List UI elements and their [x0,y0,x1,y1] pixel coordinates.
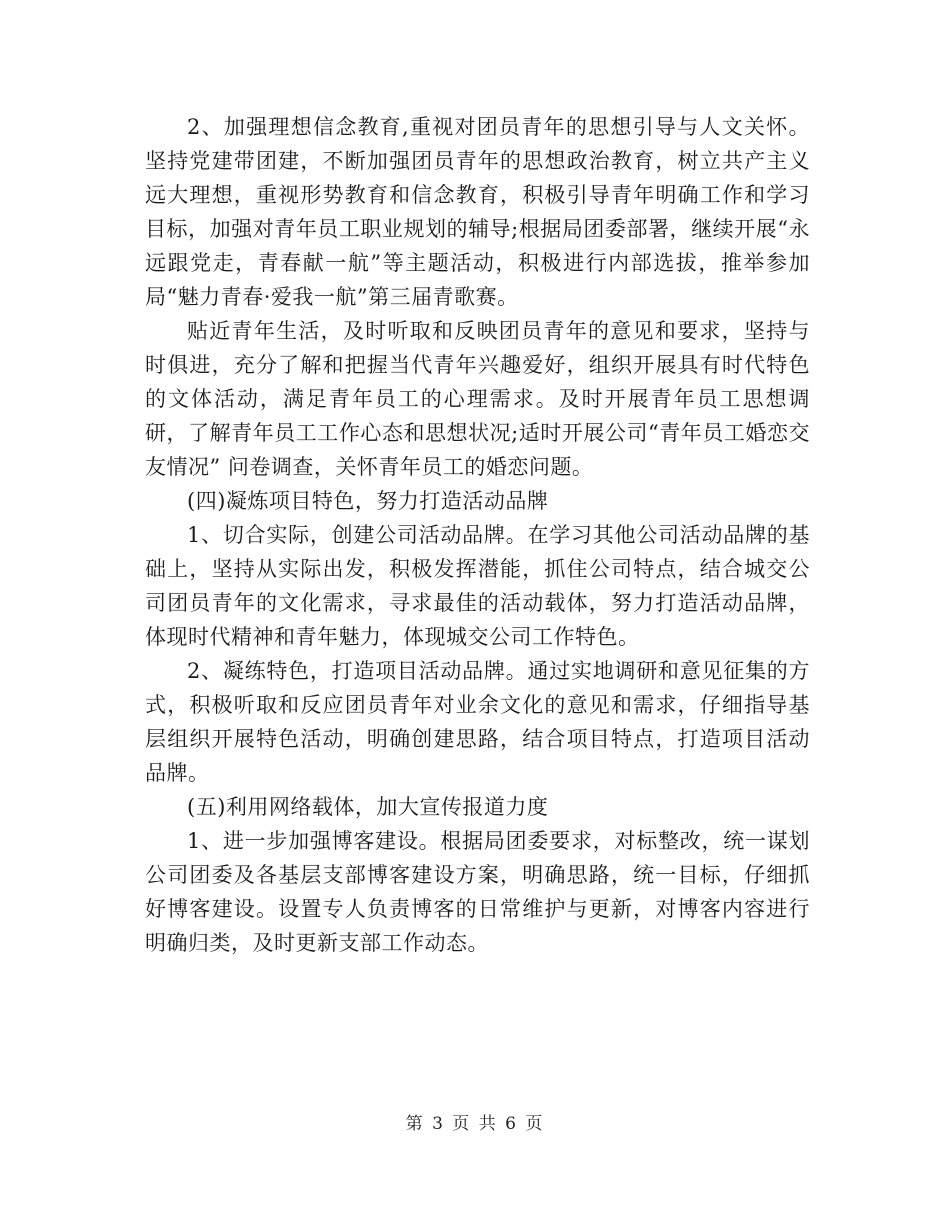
document-body [145,110,810,960]
section-heading-4: (四)凝炼项目特色，努力打造活动品牌 [187,489,549,513]
paragraph-youth-life: 贴近青年生活，及时听取和反映团员青年的意见和要求，坚持与时俱进，充分了解和把握当代青年兴趣爱好，组织开展具有时代特色的文体活动，满足青年员工的心理需求。及时开展青年员工思想调研，了解青年员工工作心态和思想状况;适时开展公司“青年员工婚恋交友情况” 问卷调查，关怀青年员工的婚恋问题。 [145,319,810,479]
paragraph-blog-building: 1、进一步加强博客建设。根据局团委要求，对标整改，统一谋划公司团委及各基层支部博客建设方案，明确思路，统一目标，仔细抓好博客建设。设置专人负责博客的日常维护与更新，对博客内容进行明确归类，及时更新支部工作动态。 [145,829,810,955]
paragraph-ideals-education: 2、加强理想信念教育,重视对团员青年的思想引导与人文关怀。坚持党建带团建，不断加强团员青年的思想政治教育，树立共产主义远大理想，重视形势教育和信念教育，积极引导青年明确工作和学习目标，加强对青年员工职业规划的辅导;根据局团委部署，继续开展“永远跟党走，青春献一航”等主题活动，积极进行内部选拔，推举参加局“魅力青春·爱我一航”第三届青歌赛。 [145,115,810,309]
section-heading-5: (五)利用网络载体，加大宣传报道力度 [187,795,549,819]
page-number-footer: 第 3 页 共 6 页 [405,1114,545,1134]
paragraph-project-brand: 2、凝练特色，打造项目活动品牌。通过实地调研和意见征集的方式，积极听取和反应团员青年对业余文化的意见和需求，仔细指导基层组织开展特色活动，明确创建思路，结合项目特点，打造项目活动品牌。 [145,659,810,785]
paragraph-company-brand: 1、切合实际，创建公司活动品牌。在学习其他公司活动品牌的基础上，坚持从实际出发，积极发挥潜能，抓住公司特点，结合城交公司团员青年的文化需求，寻求最佳的活动载体，努力打造活动品牌，体现时代精神和青年魅力，体现城交公司工作特色。 [145,523,810,649]
